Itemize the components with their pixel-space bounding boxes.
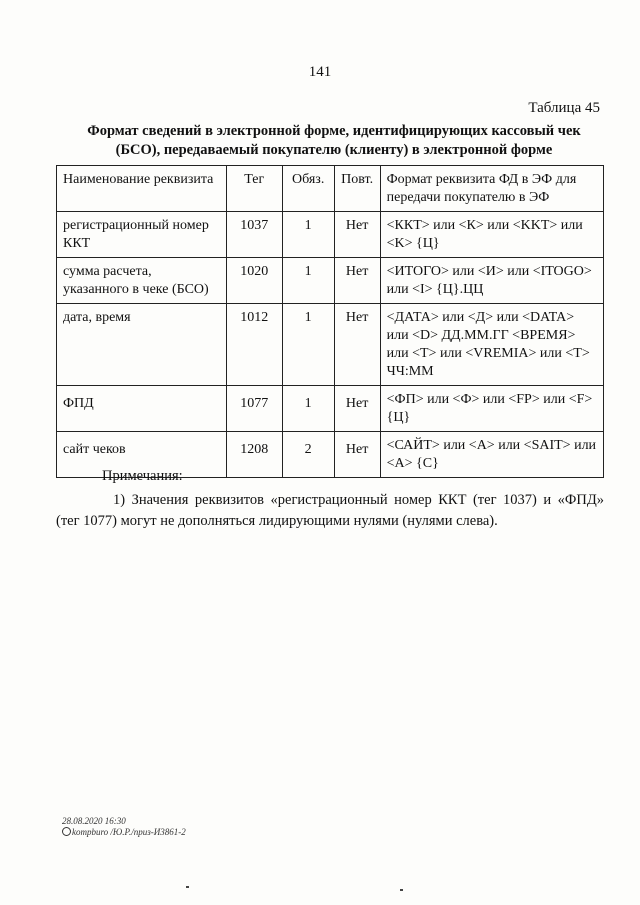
- cell-repeat: Нет: [334, 212, 380, 258]
- scan-speck: [400, 889, 403, 891]
- note-text: 1) Значения реквизитов «регистрационный номер ККТ (тег 1037) и «ФПД» (тег 1077) могут не дополняться лидирующими нулями (нулями слева).: [56, 492, 604, 529]
- cell-tag: 1020: [226, 258, 282, 304]
- table-row: [57, 386, 604, 432]
- table-row: [57, 212, 604, 258]
- header-format: Формат реквизита ФД в ЭФ для передачи покупателю в ЭФ: [380, 166, 603, 212]
- header-tag: Тег: [226, 166, 282, 212]
- cell-name: сайт чеков: [57, 432, 227, 478]
- stamp-icon: [62, 827, 71, 836]
- cell-format: <ДАТА> или <Д> или <DATA> или <D> ДД.ММ.ГГ <ВРЕМЯ> или <Т> или <VREMIA> или <T> ЧЧ:ММ: [380, 304, 603, 386]
- cell-tag: 1077: [226, 386, 282, 432]
- cell-required: 1: [282, 386, 334, 432]
- cell-format: <ФП> или <Ф> или <FP> или <F> {Ц}: [380, 386, 603, 432]
- cell-format: <ККТ> или <К> или <KKT> или <K> {Ц}: [380, 212, 603, 258]
- cell-required: 1: [282, 304, 334, 386]
- cell-repeat: Нет: [334, 386, 380, 432]
- cell-required: 1: [282, 258, 334, 304]
- cell-format: <ИТОГО> или <И> или <ITOGO> или <I> {Ц}.ЦЦ: [380, 258, 603, 304]
- cell-name: ФПД: [57, 386, 227, 432]
- cell-name: сумма расчета, указанного в чеке (БСО): [57, 258, 227, 304]
- table-row: [57, 258, 604, 304]
- stamp-author-line: [62, 827, 186, 838]
- cell-required: 1: [282, 212, 334, 258]
- stamp-author: kompburo /Ю.Р./приз-И3861-2: [72, 827, 186, 837]
- cell-name: регистрационный номер ККТ: [57, 212, 227, 258]
- cell-tag: 1037: [226, 212, 282, 258]
- cell-required: 2: [282, 432, 334, 478]
- table-label: Таблица 45: [528, 100, 600, 116]
- header-required: Обяз.: [282, 166, 334, 212]
- header-name: Наименование реквизита: [57, 166, 227, 212]
- cell-tag: 1208: [226, 432, 282, 478]
- document-title: Формат сведений в электронной форме, идентифицирующих кассовый чек (БСО), передаваемый покупателю (клиенту) в электронной форме: [87, 123, 581, 158]
- header-repeat: Повт.: [334, 166, 380, 212]
- cell-format: <САЙТ> или <А> или <SAIT> или <A> {С}: [380, 432, 603, 478]
- table-row: [57, 304, 604, 386]
- stamp-date: 28.08.2020 16:30: [62, 816, 126, 826]
- page-number: 141: [308, 64, 332, 80]
- cell-tag: 1012: [226, 304, 282, 386]
- requisites-table: [56, 165, 604, 478]
- cell-repeat: Нет: [334, 304, 380, 386]
- cell-name: дата, время: [57, 304, 227, 386]
- cell-repeat: Нет: [334, 258, 380, 304]
- notes-title: Примечания:: [102, 468, 183, 484]
- cell-repeat: Нет: [334, 432, 380, 478]
- scan-speck: [186, 886, 189, 888]
- table-header-row: [57, 166, 604, 212]
- document-stamp: [62, 816, 186, 838]
